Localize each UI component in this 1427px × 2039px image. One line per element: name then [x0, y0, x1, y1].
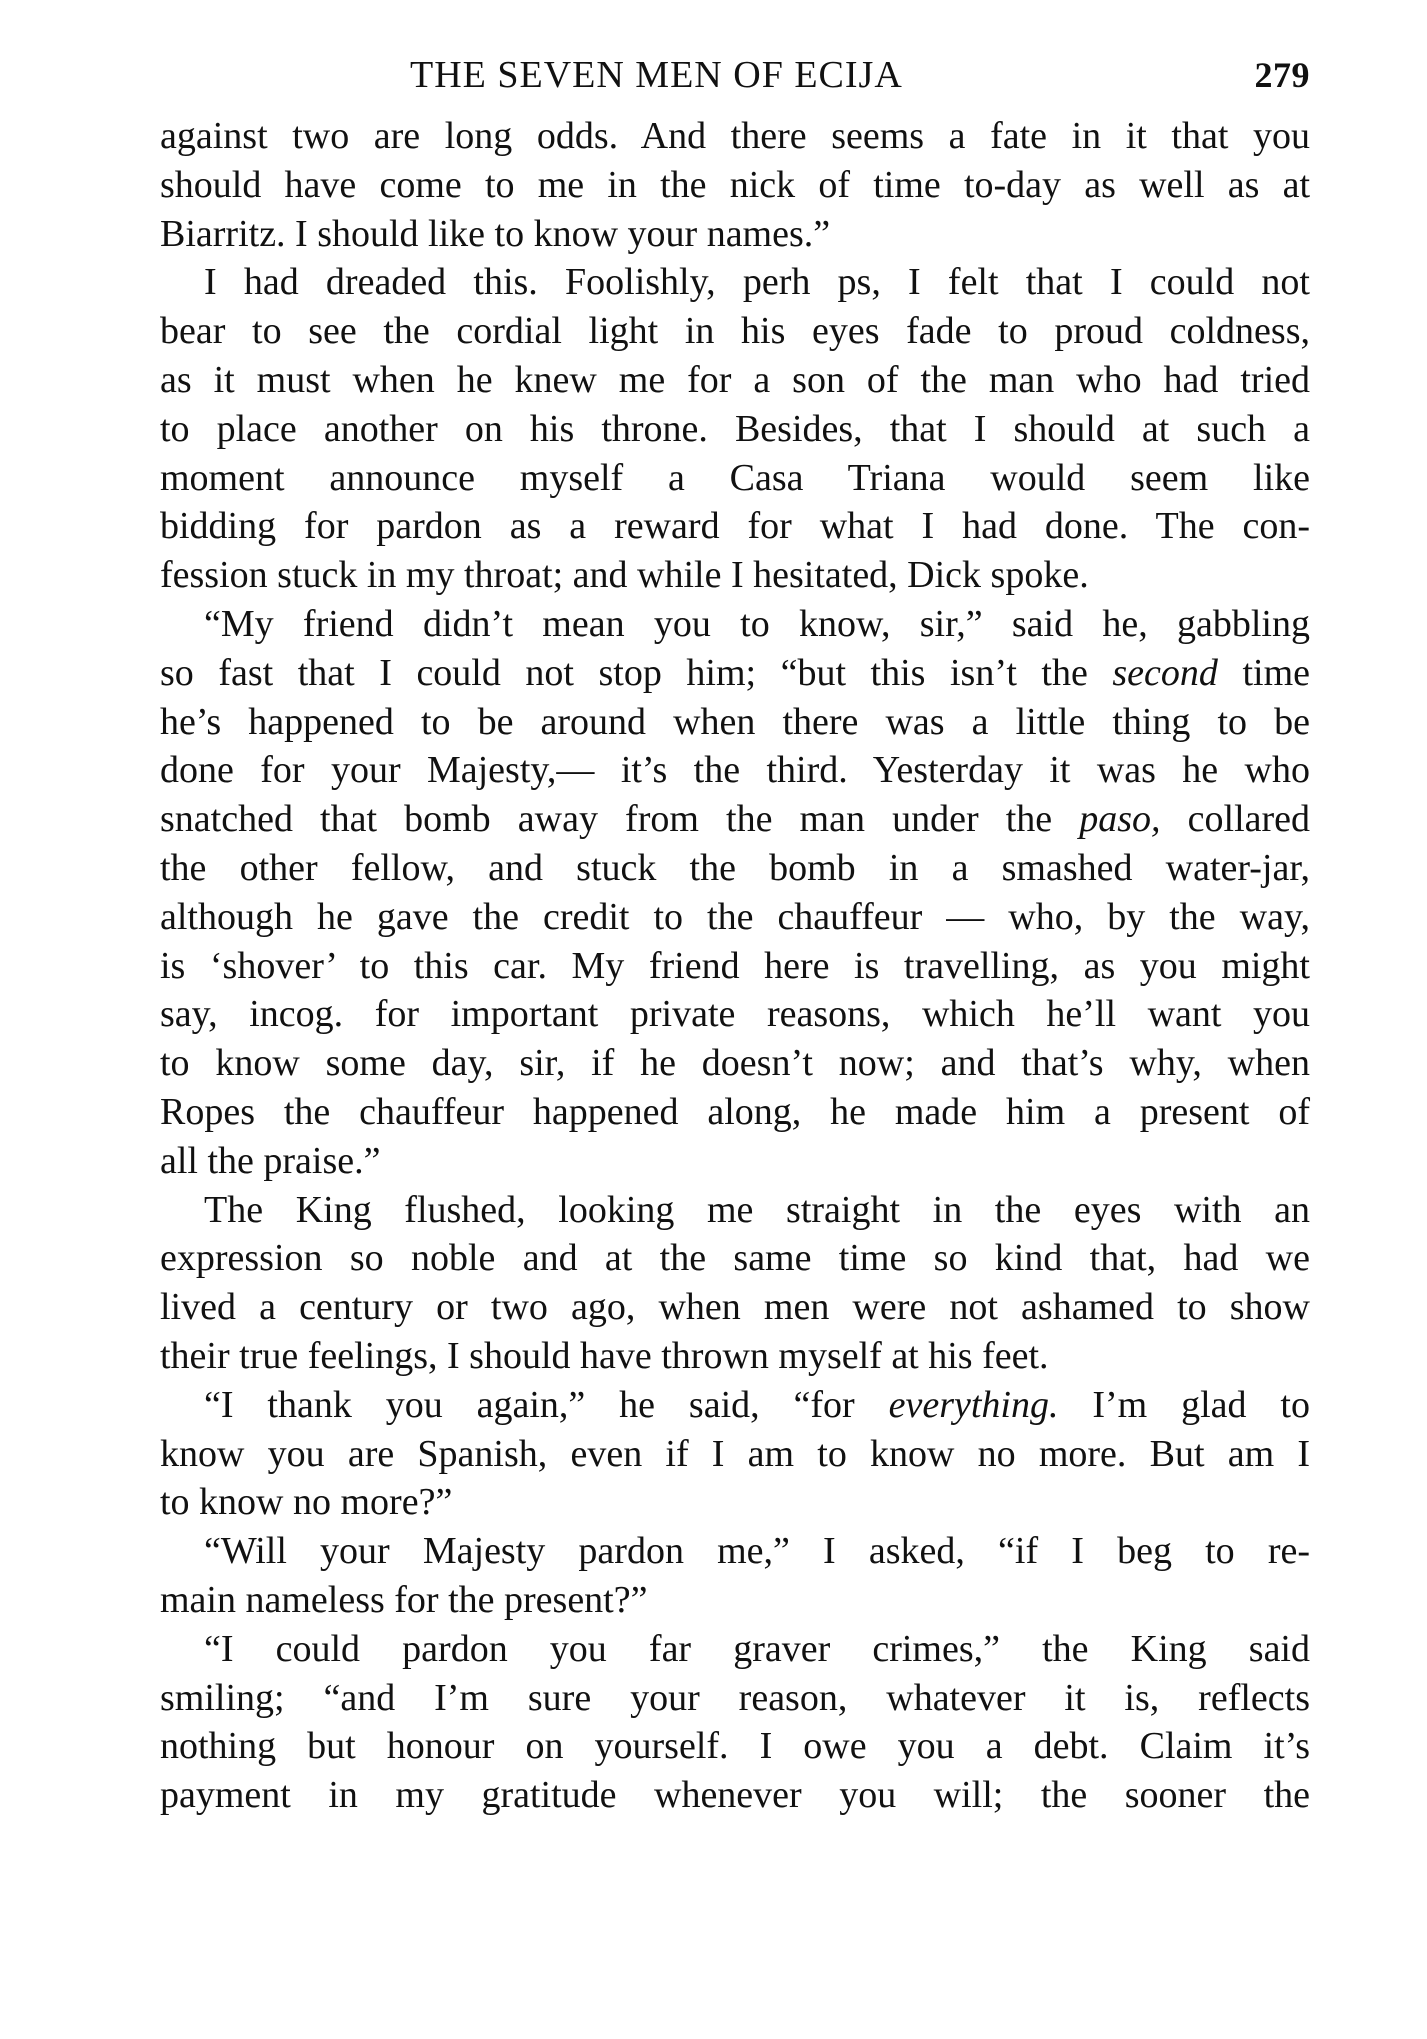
text-line: is ‘shover’ to this car. My friend here is travelling, as you might	[160, 944, 1310, 987]
text-line	[160, 649, 1310, 698]
text-line: as it must when he knew me for a son of the man who had tried	[160, 358, 1310, 401]
text-segment-italic: everything.	[888, 1383, 1059, 1426]
text-segment-italic: paso,	[1079, 798, 1161, 841]
text-line: should have come to me in the nick of time to-day as well as at	[160, 163, 1310, 206]
text-line: say, incog. for important private reasons, which he’ll want you	[160, 993, 1310, 1036]
text-line: bidding for pardon as a reward for what I had done. The con-	[160, 505, 1310, 548]
text-segment: time	[1242, 651, 1311, 694]
text-line: moment announce myself a Casa Triana would seem like	[160, 456, 1310, 499]
text-line: to know some day, sir, if he doesn’t now; and that’s why, when	[160, 1042, 1310, 1085]
text-line	[160, 795, 1310, 844]
text-line: fession stuck in my throat; and while I hesitated, Dick spoke.	[160, 554, 1089, 597]
text-line: expression so noble and at the same time so kind that, had we	[160, 1237, 1310, 1280]
text-line: bear to see the cordial light in his eyes fade to proud coldness,	[160, 310, 1310, 353]
text-line: know you are Spanish, even if I am to know no more. But am I	[160, 1432, 1310, 1475]
text-segment-italic: second	[1112, 651, 1218, 694]
text-line: done for your Majesty,— it’s the third. Yesterday it was he who	[160, 749, 1310, 792]
text-line	[160, 1381, 1310, 1430]
text-line: he’s happened to be around when there was a little thing to be	[160, 700, 1310, 743]
text-line: although he gave the credit to the chauffeur — who, by the way,	[160, 895, 1310, 938]
text-line: lived a century or two ago, when men were not ashamed to show	[160, 1286, 1310, 1329]
text-line: “I could pardon you far graver crimes,” the King said	[204, 1627, 1310, 1670]
text-line: main nameless for the present?”	[160, 1578, 648, 1621]
running-title: THE SEVEN MEN OF ECIJA	[410, 54, 903, 96]
text-line: against two are long odds. And there seems a fate in it that you	[160, 115, 1310, 157]
text-line: all the praise.”	[160, 1139, 381, 1182]
text-line: Biarritz. I should like to know your names.”	[160, 212, 831, 255]
text-line: to place another on his throne. Besides, that I should at such a	[160, 407, 1310, 450]
text-line: nothing but honour on yourself. I owe you a debt. Claim it’s	[160, 1725, 1310, 1768]
page-header	[160, 40, 1310, 110]
body-text	[160, 112, 1310, 1820]
text-line: “My friend didn’t mean you to know, sir,” said he, gabbling	[204, 602, 1310, 645]
text-line: “Will your Majesty pardon me,” I asked, “if I beg to re-	[204, 1530, 1310, 1573]
text-line: Ropes the chauffeur happened along, he made him a present of	[160, 1090, 1310, 1133]
page-number: 279	[1254, 55, 1310, 95]
text-segment: so fast that I could not stop him; “but this isn’t the	[160, 651, 1088, 694]
text-line: smiling; “and I’m sure your reason, whatever it is, reflects	[160, 1676, 1310, 1719]
text-segment: collared	[1187, 798, 1311, 841]
text-line: The King flushed, looking me straight in the eyes with an	[204, 1188, 1310, 1231]
text-segment: snatched that bomb away from the man under the	[160, 798, 1053, 841]
text-segment: I’m glad to	[1092, 1383, 1310, 1426]
text-line: the other fellow, and stuck the bomb in a smashed water-jar,	[160, 846, 1310, 889]
text-line: their true feelings, I should have thrown myself at his feet.	[160, 1334, 1049, 1377]
text-segment: “I thank you again,” he said, “for	[204, 1383, 855, 1426]
text-line: to know no more?”	[160, 1481, 453, 1524]
text-line: I had dreaded this. Foolishly, perh ps, I felt that I could not	[204, 261, 1310, 304]
text-line: payment in my gratitude whenever you will; the sooner the	[160, 1774, 1310, 1817]
